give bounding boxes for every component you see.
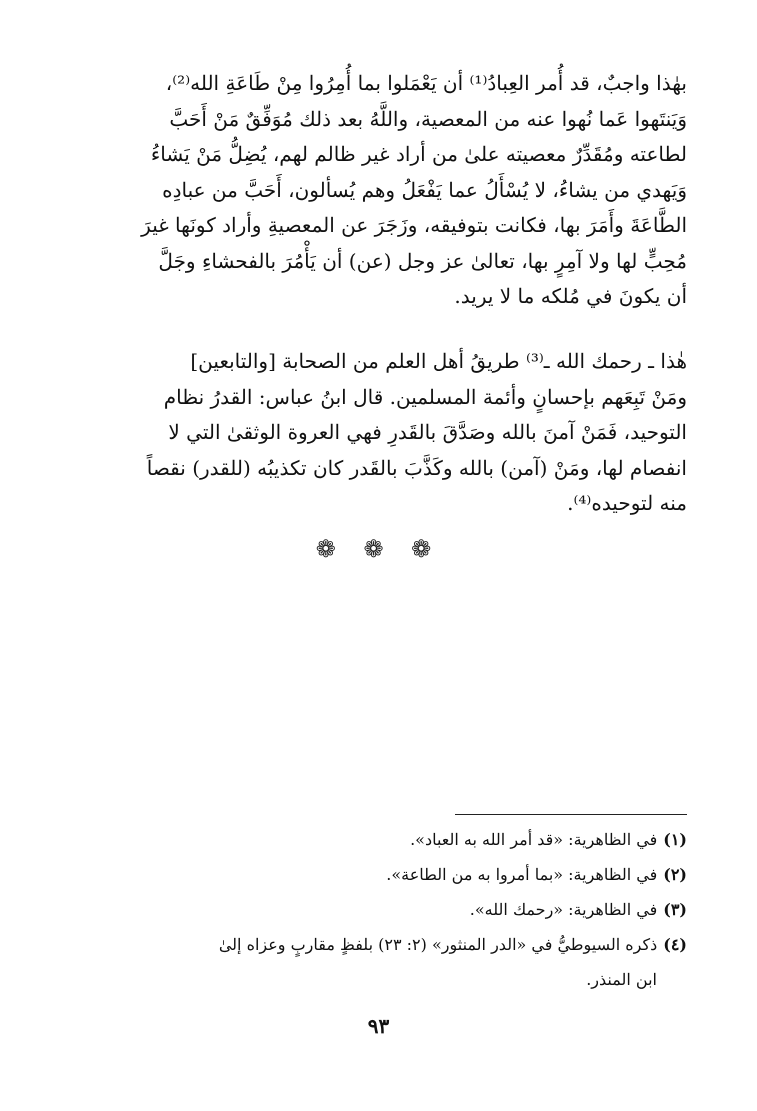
section-ornament: ❁ ❁ ❁ bbox=[315, 535, 442, 563]
footnote-item bbox=[65, 892, 687, 927]
footnote-text: ذكره السيوطيُّ في «الدر المنثور» (٢: ٢٣) بلفظٍ مقاربٍ وعزاه إلىٰ bbox=[218, 935, 658, 954]
footnote-continuation: ابن المنذر. bbox=[586, 970, 657, 989]
text-line: ومَنْ تَبِعَهم بإحسانٍ وأئمة المسلمين. قال ابنُ عباس: القدرُ نظام bbox=[163, 384, 687, 409]
text-line: الطَّاعَةَ وأَمَرَ بها، فكانت بتوفيقه، وزَجَرَ عن المعصيةِ وأراد كونَها غيرَ bbox=[141, 213, 687, 237]
page-number: ٩٣ bbox=[367, 1014, 390, 1038]
footnote-number: (١) bbox=[663, 830, 687, 849]
footnote-text: في الظاهرية: «بما أمروا به من الطاعة». bbox=[386, 865, 658, 884]
footnote-number: (٣) bbox=[663, 900, 687, 919]
text-line: أن يكونَ في مُلكه ما لا يريد. bbox=[454, 284, 687, 308]
footnote-item bbox=[65, 927, 687, 962]
footnote-item bbox=[65, 857, 687, 892]
text-line: انفصام لها، ومَنْ (آمن) بالله وكَذَّبَ بالقَدر كان تكذيبُه (للقدر) نقصاً bbox=[146, 455, 687, 480]
text-line: وَيَهدي من يشاءُ، لا يُسْأَلُ عما يَفْعَلُ وهم يُسألون، أَحَبَّ من عبادِه bbox=[162, 177, 687, 202]
footnote-text: في الظاهرية: «قد أمر الله به العباد». bbox=[410, 830, 658, 849]
footnotes bbox=[65, 822, 687, 997]
footnote-item bbox=[65, 822, 687, 857]
paragraph-1 bbox=[65, 66, 687, 315]
footnote-number: (٤) bbox=[663, 935, 687, 954]
text-line: مُحِبٍّ لها ولا آمِرٍ بها، تعالىٰ عز وجل (عن) أن يَأْمُرَ بالفحشاءِ وجَلَّ bbox=[158, 248, 687, 273]
text-line: التوحيد، فَمَنْ آمنَ بالله وصَدَّقَ بالقَدرِ فهي العروة الوثقىٰ التي لا bbox=[168, 420, 687, 444]
paragraph-2 bbox=[65, 344, 687, 522]
text-line: بهٰذا واجبٌ، قد أُمر العِبادُ⁽¹⁾ أن يَعْمَلوا بما أُمِرُوا مِنْ طَاعَةِ الله⁽²⁾، bbox=[165, 71, 687, 95]
footnote-text: في الظاهرية: «رحمك الله». bbox=[469, 900, 658, 919]
footnote-number: (٢) bbox=[663, 865, 687, 884]
text-line: منه لتوحيده⁽⁴⁾. bbox=[567, 491, 687, 515]
text-line: وَيَنتَهوا عَما نُهوا عنه من المعصية، واللَّهُ بعد ذلك مُوَفِّقٌ مَنْ أَحَبَّ bbox=[169, 106, 687, 131]
text-line: هٰذا ـ رحمك الله ـ⁽³⁾ طريقُ أهل العلم من الصحابة [والتابعين] bbox=[190, 349, 687, 373]
text-line: لطاعته ومُقَدِّرٌ معصيته علىٰ من أراد غير ظالم لهم، يُضِلُّ مَنْ يَشاءُ bbox=[150, 142, 687, 166]
footnote-divider bbox=[455, 814, 687, 815]
